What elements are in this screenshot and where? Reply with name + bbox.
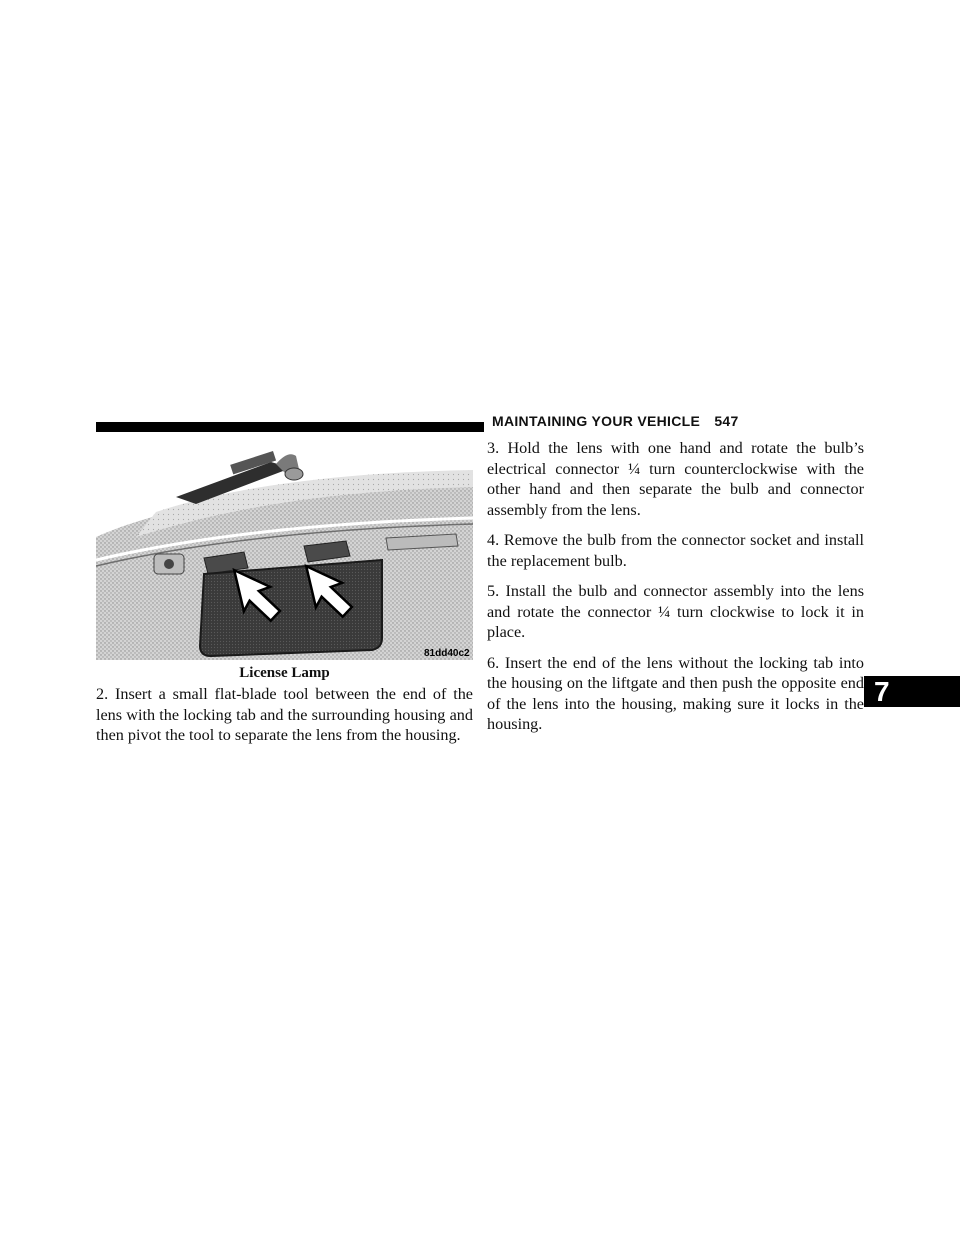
figure-code: 81dd40c2 xyxy=(424,648,470,659)
running-header xyxy=(492,413,739,429)
step-4-paragraph: 4. Remove the bulb from the connector socket and install the replacement bulb. xyxy=(487,531,864,570)
chapter-tab: 7 xyxy=(864,676,960,707)
right-column xyxy=(487,438,864,745)
header-rule xyxy=(96,422,484,432)
step-2-paragraph: 2. Insert a small flat-blade tool between the end of the lens with the locking tab and the surrounding housing and then pivot the tool to separate the lens from the housing. xyxy=(96,685,473,744)
vehicle-liftgate-illustration xyxy=(96,442,473,660)
page-number: 547 xyxy=(714,413,739,429)
figure-caption: License Lamp xyxy=(239,665,330,681)
step-6-paragraph: 6. Insert the end of the lens without the locking tab into the housing on the liftgate and then push the opposite end of the lens into the housing, making sure it locks in the housing. xyxy=(487,653,864,733)
step-5-paragraph: 5. Install the bulb and connector assembly into the lens and rotate the connector ¼ turn clockwise to lock it in place. xyxy=(487,582,864,641)
section-title: MAINTAINING YOUR VEHICLE xyxy=(492,413,701,429)
license-lamp-figure xyxy=(96,442,473,660)
step-3-paragraph: 3. Hold the lens with one hand and rotate the bulb’s electrical connector ¼ turn counterclockwise with the other hand and then separate the bulb and connector assembly from the lens. xyxy=(487,439,864,519)
left-column xyxy=(96,684,473,756)
